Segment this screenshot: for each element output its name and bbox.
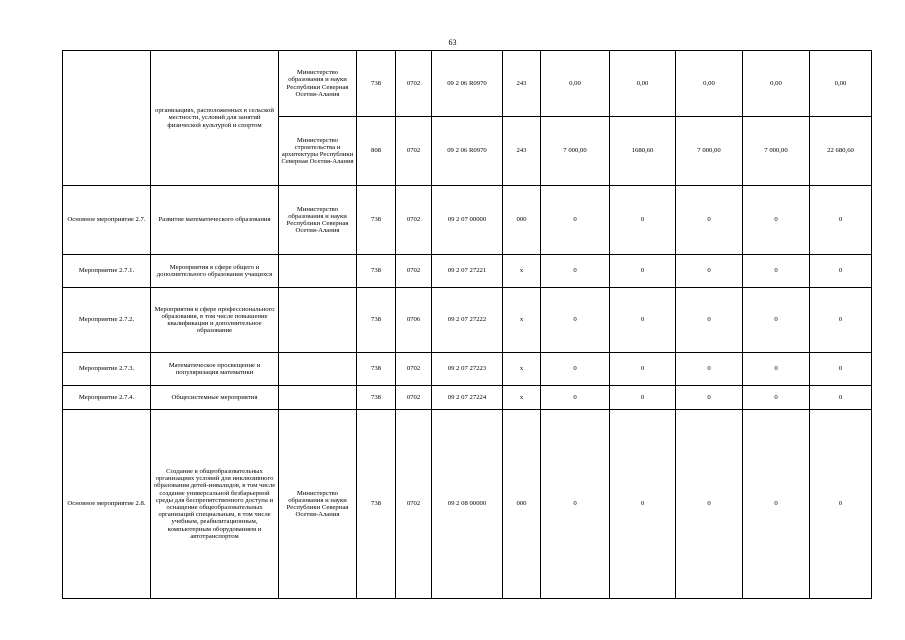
vr-cell: х [503,386,541,410]
vr-cell: 000 [503,410,541,599]
value-cell-1: 0 [541,386,610,410]
executor-cell: Министерство строительства и архитектуры Республики Северная Осетия-Алания [279,117,357,186]
value-cell-1: 0 [541,288,610,353]
activity-code-cell: Мероприятие 2.7.1. [63,255,151,288]
csr-cell: 09 2 07 27224 [432,386,503,410]
value-cell-3: 0 [676,386,743,410]
activity-name-cell: Мероприятия в сфере профессионального образования, в том числе повышение квалификации и дополнительное образование [151,288,279,353]
activity-name-cell: Математическое просвещение и популяризация математики [151,353,279,386]
executor-cell [279,288,357,353]
table-row [63,255,872,288]
value-cell-1: 7 000,00 [541,117,610,186]
value-cell-2: 0,00 [610,51,676,117]
table-row [63,186,872,255]
value-cell-1: 0 [541,186,610,255]
value-cell-5: 0 [810,255,872,288]
csr-cell: 09 2 07 27222 [432,288,503,353]
activity-code-cell: Мероприятие 2.7.3. [63,353,151,386]
value-cell-5: 22 680,60 [810,117,872,186]
page-number: 63 [448,38,457,47]
activity-name-cell: Развитие математического образования [151,186,279,255]
grbs-cell: 738 [357,51,396,117]
value-cell-2: 0 [610,186,676,255]
csr-cell: 09 2 07 00000 [432,186,503,255]
rzpr-cell: 0702 [396,186,432,255]
value-cell-3: 0,00 [676,51,743,117]
value-cell-5: 0 [810,386,872,410]
executor-cell [279,386,357,410]
activity-name-cell: Общесистемные мероприятия [151,386,279,410]
activity-name-cell: Мероприятия в сфере общего и дополнительного образования учащихся [151,255,279,288]
table-row [63,353,872,386]
activity-code-cell: Основное мероприятие 2.8. [63,410,151,599]
activity-code-cell: Основное мероприятие 2.7. [63,186,151,255]
grbs-cell: 738 [357,410,396,599]
value-cell-3: 0 [676,186,743,255]
grbs-cell: 738 [357,255,396,288]
value-cell-4: 0 [743,386,810,410]
executor-cell [279,353,357,386]
value-cell-2: 0 [610,353,676,386]
csr-cell: 09 2 06 R0970 [432,51,503,117]
vr-cell: 000 [503,186,541,255]
value-cell-2: 0 [610,386,676,410]
activity-name-cell: организациях, расположенных в сельской местности, условий для занятий физической культурой и спортом [151,51,279,186]
executor-cell: Министерство образования и науки Республики Северная Осетия-Алания [279,186,357,255]
budget-table [62,50,872,599]
value-cell-3: 0 [676,255,743,288]
value-cell-4: 0 [743,255,810,288]
grbs-cell: 738 [357,288,396,353]
executor-cell [279,255,357,288]
activity-code-cell: Мероприятие 2.7.2. [63,288,151,353]
table-row [63,386,872,410]
value-cell-2: 0 [610,255,676,288]
executor-cell: Министерство образования и науки Республики Северная Осетия-Алания [279,51,357,117]
value-cell-4: 0 [743,288,810,353]
value-cell-4: 7 000,00 [743,117,810,186]
vr-cell: х [503,255,541,288]
value-cell-5: 0 [810,288,872,353]
value-cell-1: 0 [541,410,610,599]
table-row [63,410,872,599]
csr-cell: 09 2 08 00000 [432,410,503,599]
value-cell-4: 0 [743,410,810,599]
rzpr-cell: 0706 [396,288,432,353]
rzpr-cell: 0702 [396,117,432,186]
activity-code-cell: Мероприятие 2.7.4. [63,386,151,410]
value-cell-2: 0 [610,410,676,599]
table-row [63,288,872,353]
value-cell-3: 0 [676,410,743,599]
grbs-cell: 738 [357,186,396,255]
activity-code-cell [63,51,151,186]
activity-name-cell: Создание в общеобразовательных организациях условий для инклюзивного образования детей-инвалидов, в том числе создание универсальной безбарьерной среды для беспрепятственного доступа и оснащение общеобразовательных организаций специальным, в том числе учебным, реабилитационным, компьютерным оборудованием и автотранспортом [151,410,279,599]
vr-cell: х [503,353,541,386]
value-cell-4: 0,00 [743,51,810,117]
rzpr-cell: 0702 [396,255,432,288]
grbs-cell: 808 [357,117,396,186]
value-cell-5: 0 [810,410,872,599]
value-cell-1: 0 [541,353,610,386]
value-cell-3: 7 000,00 [676,117,743,186]
grbs-cell: 738 [357,386,396,410]
value-cell-2: 0 [610,288,676,353]
value-cell-5: 0 [810,353,872,386]
rzpr-cell: 0702 [396,410,432,599]
csr-cell: 09 2 06 R0970 [432,117,503,186]
value-cell-4: 0 [743,353,810,386]
value-cell-4: 0 [743,186,810,255]
csr-cell: 09 2 07 27221 [432,255,503,288]
value-cell-2: 1680,60 [610,117,676,186]
vr-cell: 243 [503,51,541,117]
rzpr-cell: 0702 [396,51,432,117]
value-cell-5: 0 [810,186,872,255]
rzpr-cell: 0702 [396,386,432,410]
value-cell-1: 0 [541,255,610,288]
grbs-cell: 738 [357,353,396,386]
value-cell-3: 0 [676,288,743,353]
executor-cell: Министерство образования и науки Республики Северная Осетия-Алания [279,410,357,599]
rzpr-cell: 0702 [396,353,432,386]
table-row [63,51,872,117]
vr-cell: 243 [503,117,541,186]
value-cell-5: 0,00 [810,51,872,117]
csr-cell: 09 2 07 27223 [432,353,503,386]
value-cell-3: 0 [676,353,743,386]
value-cell-1: 0,00 [541,51,610,117]
vr-cell: х [503,288,541,353]
